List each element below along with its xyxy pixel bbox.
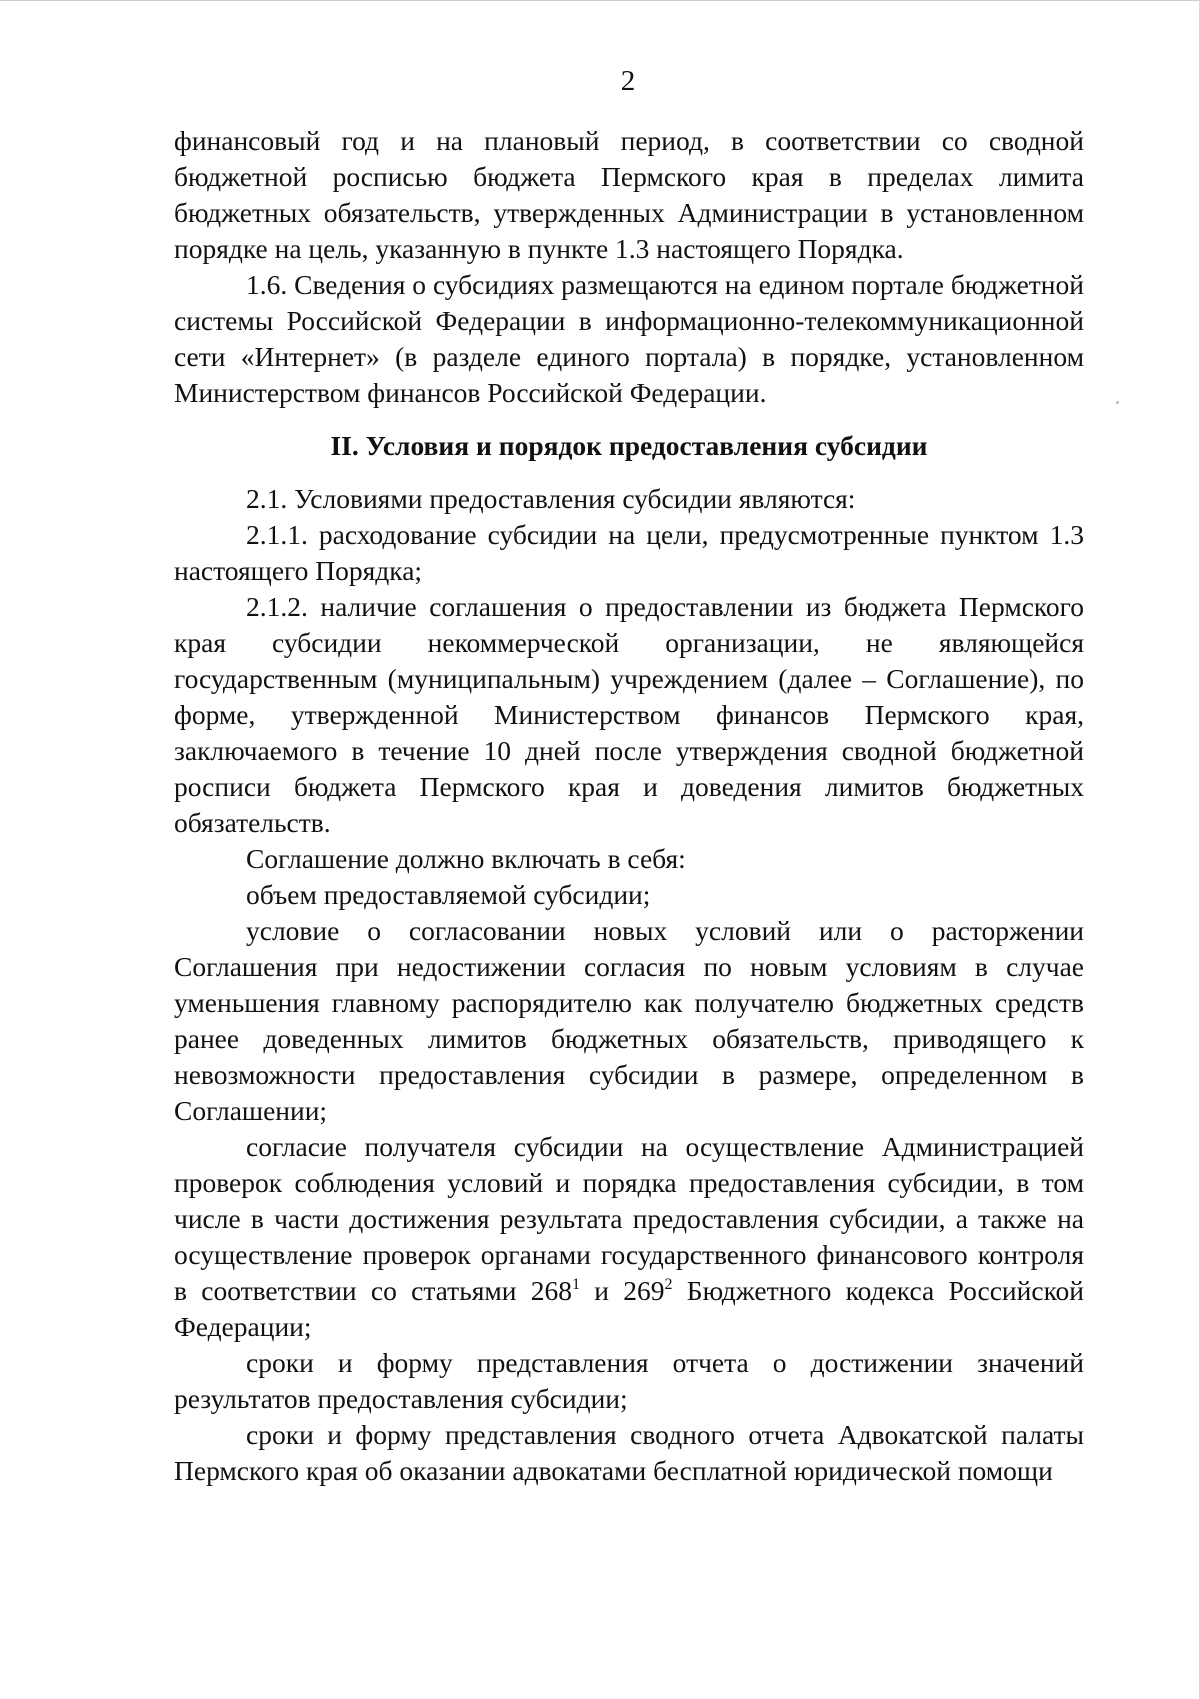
section-heading: II. Условия и порядок предоставления субсидии [330,430,928,461]
consent-text-before: согласие получателя субсидии на осуществление Администрацией проверок соблюдения условий и порядка предоставления субсидии, в том числе в части достижения результата предоставления субсидии, а также на осуществление проверок органами государственного финансового контроля в соответствии со статьями 268 [174,1131,1084,1306]
scan-dot-mark [1116,401,1119,404]
paragraph-termination-condition: условие о согласовании новых условий или о расторжении Соглашения при недостижении согласия по новым условиям в случае уменьшения главному распорядителю как получателю бюджетных средств ранее доведенных лимитов бюджетных обязательств, приводящего к невозможности предоставления субсидии в размере, определенном в Соглашении; [174,915,1084,1126]
consent-text-middle: и 269 [580,1275,665,1306]
paragraph-report-deadlines: сроки и форму представления отчета о достижении значений результатов предоставления субсидии; [174,1347,1084,1414]
superscript-2: 2 [664,1276,673,1293]
paragraph-2-1-2: 2.1.2. наличие соглашения о предоставлении из бюджета Пермского края субсидии некоммерческой организации, не являющейся государственным (муниципальным) учреждением (далее – Соглашение), по форме, утвержденной Министерством финансов Пермского края, заключаемого в течение 10 дней после утверждения сводной бюджетной росписи бюджета Пермского края и доведения лимитов бюджетных обязательств. [174,591,1084,838]
paragraph-recipient-consent [174,1129,1084,1345]
paragraph-2-1-1: 2.1.1. расходование субсидии на цели, предусмотренные пунктом 1.3 настоящего Порядка; [174,519,1084,586]
paragraph-agreement-intro: Соглашение должно включать в себя: [246,843,686,874]
paragraph-summary-report: сроки и форму представления сводного отчета Адвокатской палаты Пермского края об оказании адвокатами бесплатной юридической помощи [174,1419,1084,1486]
consent-text-after: Бюджетного кодекса Российской Федерации; [174,1275,1084,1342]
superscript-1: 1 [572,1276,581,1293]
paragraph-2-1: 2.1. Условиями предоставления субсидии являются: [246,483,856,514]
document-body [174,123,1084,1489]
paragraph-subsidy-volume: объем предоставляемой субсидии; [246,879,651,910]
page-number: 2 [620,65,636,97]
paragraph-1-6: 1.6. Сведения о субсидиях размещаются на едином портале бюджетной системы Российской Федерации в информационно-телекоммуникационной сети «Интернет» (в разделе единого портала) в порядке, установленном Министерством финансов Российской Федерации. [174,269,1084,408]
paragraph-continuation: финансовый год и на плановый период, в соответствии со сводной бюджетной росписью бюджета Пермского края в пределах лимита бюджетных обязательств, утвержденных Администрации в установленном порядке на цель, указанную в пункте 1.3 настоящего Порядка. [174,125,1084,264]
